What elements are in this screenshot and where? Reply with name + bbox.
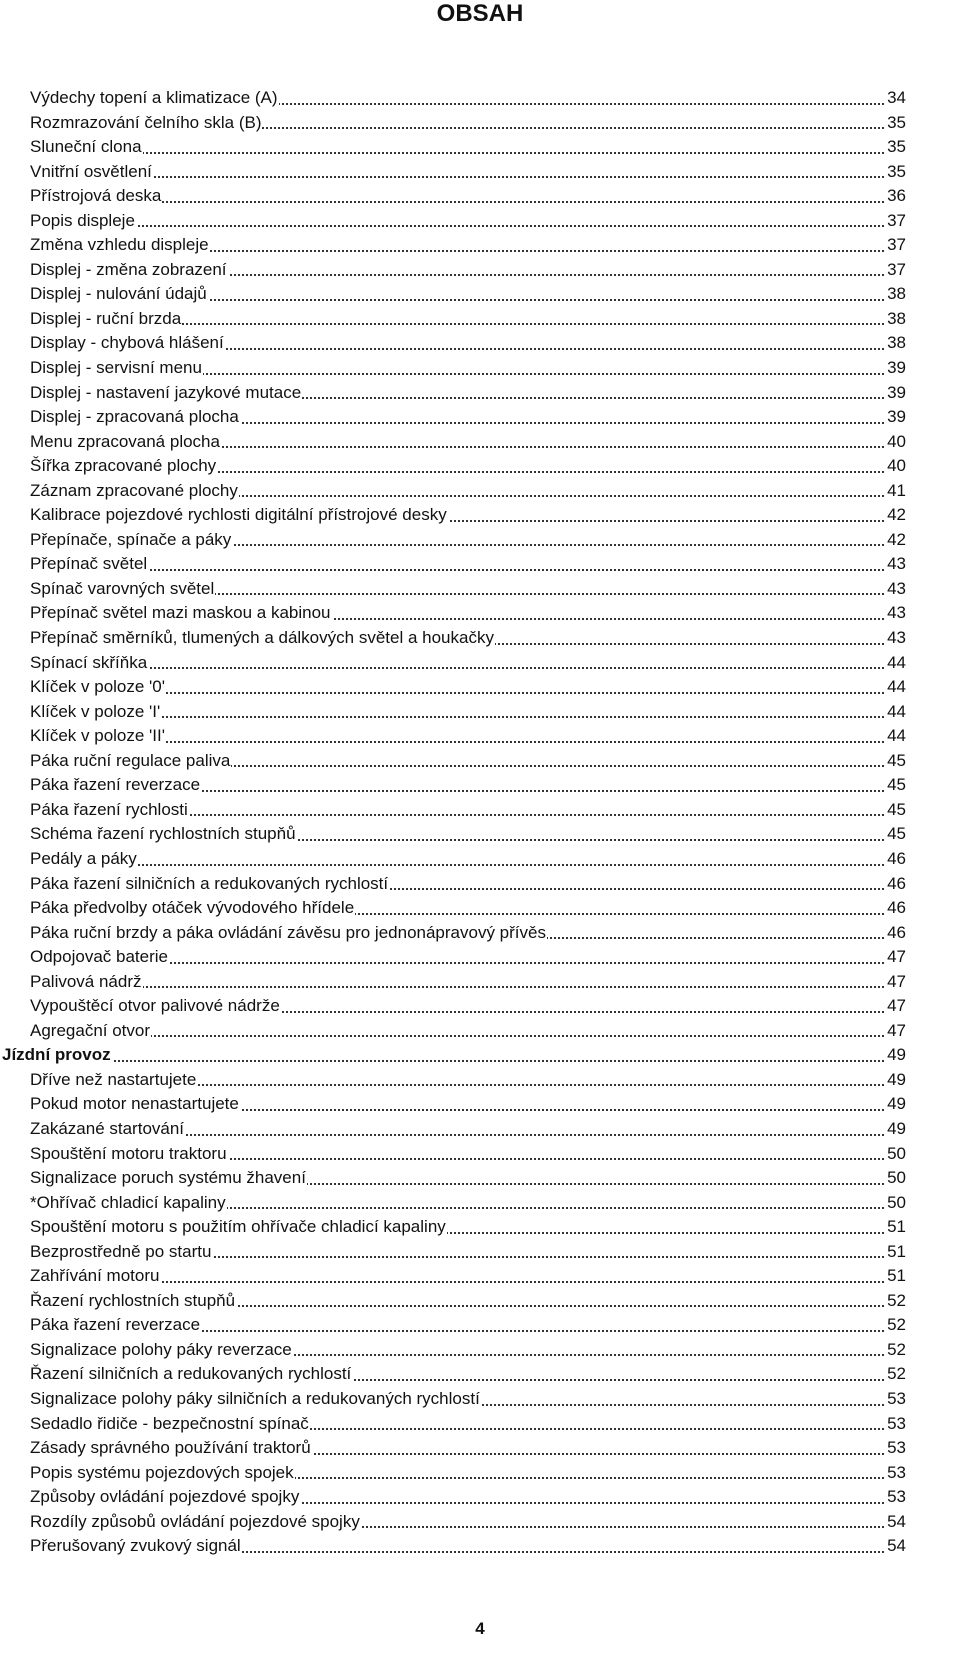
toc-entry-label: Zakázané startování xyxy=(30,1117,185,1142)
toc-entry-page: 45 xyxy=(886,749,906,774)
toc-entry-page: 44 xyxy=(886,651,906,676)
toc-entry-page: 38 xyxy=(886,331,906,356)
toc-entry-page: 38 xyxy=(886,282,906,307)
dot-leader xyxy=(30,986,904,988)
toc-entry-label: *Ohřívač chladicí kapaliny xyxy=(30,1191,227,1216)
toc-entry[interactable] xyxy=(0,1362,960,1387)
toc-entry-page: 44 xyxy=(886,700,906,725)
toc-entry[interactable] xyxy=(0,798,960,823)
toc-entry-label: Menu zpracovaná plocha xyxy=(30,430,221,455)
toc-entry-label: Agregační otvor xyxy=(30,1019,151,1044)
toc-entry-page: 45 xyxy=(886,798,906,823)
toc-entry[interactable] xyxy=(0,209,960,234)
toc-entry[interactable] xyxy=(0,160,960,185)
toc-entry[interactable] xyxy=(0,282,960,307)
toc-entry[interactable] xyxy=(0,184,960,209)
toc-entry-label: Spínač varovných světel xyxy=(30,577,215,602)
toc-entry[interactable] xyxy=(0,528,960,553)
toc-entry-page: 53 xyxy=(886,1461,906,1486)
toc-entry-page: 37 xyxy=(886,209,906,234)
toc-entry[interactable] xyxy=(0,1142,960,1167)
toc-entry[interactable] xyxy=(0,331,960,356)
toc-entry-label: Jízdní provoz xyxy=(2,1043,112,1068)
toc-entry[interactable] xyxy=(0,601,960,626)
toc-entry-label: Přístrojová deska xyxy=(30,184,162,209)
toc-entry[interactable] xyxy=(0,381,960,406)
toc-entry-page: 46 xyxy=(886,872,906,897)
toc-entry[interactable] xyxy=(0,1117,960,1142)
toc-entry[interactable] xyxy=(0,577,960,602)
toc-entry-label: Páka ruční regulace paliva xyxy=(30,749,231,774)
toc-entry-label: Signalizace polohy páky silničních a redukovaných rychlostí xyxy=(30,1387,481,1412)
toc-entry[interactable] xyxy=(0,626,960,651)
toc-entry-page: 39 xyxy=(886,405,906,430)
toc-entry[interactable] xyxy=(0,1092,960,1117)
toc-entry-page: 49 xyxy=(886,1043,906,1068)
toc-entry-page: 46 xyxy=(886,921,906,946)
toc-entry-label: Řazení rychlostních stupňů xyxy=(30,1289,236,1314)
toc-entry-label: Klíček v poloze 'II' xyxy=(30,724,166,749)
toc-entry-page: 52 xyxy=(886,1313,906,1338)
toc-entry[interactable] xyxy=(0,1240,960,1265)
table-of-contents xyxy=(0,86,960,1559)
toc-entry-label: Kalibrace pojezdové rychlosti digitální přístrojové desky xyxy=(30,503,448,528)
toc-entry-label: Změna vzhledu displeje xyxy=(30,233,210,258)
toc-entry[interactable] xyxy=(0,1510,960,1535)
toc-entry-page: 45 xyxy=(886,822,906,847)
toc-entry[interactable] xyxy=(0,1019,960,1044)
toc-entry-page: 52 xyxy=(886,1362,906,1387)
toc-entry-page: 49 xyxy=(886,1068,906,1093)
toc-entry-page: 53 xyxy=(886,1485,906,1510)
toc-entry-label: Displej - nastavení jazykové mutace xyxy=(30,381,302,406)
dot-leader xyxy=(2,1060,904,1062)
toc-entry[interactable] xyxy=(0,405,960,430)
toc-entry-label: Signalizace poruch systému žhavení xyxy=(30,1166,307,1191)
page-title: OBSAH xyxy=(436,0,524,27)
toc-entry-label: Rozmrazování čelního skla (B) xyxy=(30,111,262,136)
toc-entry-page: 38 xyxy=(886,307,906,332)
toc-entry[interactable] xyxy=(0,356,960,381)
toc-entry-page: 53 xyxy=(886,1412,906,1437)
toc-entry-page: 51 xyxy=(886,1264,906,1289)
toc-entry[interactable] xyxy=(0,111,960,136)
toc-entry[interactable] xyxy=(0,896,960,921)
toc-entry-page: 51 xyxy=(886,1240,906,1265)
dot-leader xyxy=(30,1035,904,1037)
toc-entry-label: Popis systému pojezdových spojek xyxy=(30,1461,295,1486)
toc-entry[interactable] xyxy=(0,1461,960,1486)
toc-entry-label: Dříve než nastartujete xyxy=(30,1068,197,1093)
toc-entry-page: 36 xyxy=(886,184,906,209)
toc-entry[interactable] xyxy=(0,258,960,283)
toc-entry-page: 43 xyxy=(886,626,906,651)
toc-entry-page: 49 xyxy=(886,1117,906,1142)
toc-entry-label: Přepínače, spínače a páky xyxy=(30,528,232,553)
toc-entry-page: 50 xyxy=(886,1166,906,1191)
toc-entry[interactable] xyxy=(0,1215,960,1240)
toc-entry-label: Spouštění motoru s použitím ohřívače chladicí kapaliny xyxy=(30,1215,447,1240)
toc-entry-label: Spouštění motoru traktoru xyxy=(30,1142,228,1167)
toc-entry[interactable] xyxy=(0,430,960,455)
toc-entry-label: Spínací skříňka xyxy=(30,651,148,676)
toc-entry[interactable] xyxy=(0,1191,960,1216)
toc-entry-label: Sedadlo řidiče - bezpečnostní spínač xyxy=(30,1412,310,1437)
toc-entry-page: 42 xyxy=(886,528,906,553)
toc-entry-label: Sluneční clona xyxy=(30,135,143,160)
toc-entry-page: 35 xyxy=(886,160,906,185)
toc-entry-label: Zahřívání motoru xyxy=(30,1264,160,1289)
toc-entry-page: 39 xyxy=(886,356,906,381)
toc-entry-page: 43 xyxy=(886,552,906,577)
toc-entry[interactable] xyxy=(0,749,960,774)
toc-entry[interactable] xyxy=(0,700,960,725)
toc-entry[interactable] xyxy=(0,454,960,479)
toc-entry-page: 53 xyxy=(886,1387,906,1412)
toc-entry-label: Popis displeje xyxy=(30,209,136,234)
toc-entry-page: 47 xyxy=(886,1019,906,1044)
toc-section-entry[interactable] xyxy=(0,1043,960,1068)
toc-entry[interactable] xyxy=(0,307,960,332)
toc-entry[interactable] xyxy=(0,921,960,946)
toc-entry-page: 41 xyxy=(886,479,906,504)
toc-entry-page: 47 xyxy=(886,970,906,995)
toc-entry-label: Displej - servisní menu xyxy=(30,356,203,381)
toc-entry-label: Páka řazení reverzace xyxy=(30,1313,201,1338)
toc-entry-page: 43 xyxy=(886,577,906,602)
toc-entry[interactable] xyxy=(0,1338,960,1363)
toc-entry-page: 51 xyxy=(886,1215,906,1240)
toc-entry-label: Odpojovač baterie xyxy=(30,945,169,970)
toc-entry-label: Display - chybová hlášení xyxy=(30,331,225,356)
toc-entry[interactable] xyxy=(0,86,960,111)
toc-entry-label: Schéma řazení rychlostních stupňů xyxy=(30,822,297,847)
toc-entry[interactable] xyxy=(0,1068,960,1093)
toc-entry-label: Bezprostředně po startu xyxy=(30,1240,212,1265)
toc-entry-label: Displej - ruční brzda xyxy=(30,307,182,332)
toc-entry-page: 40 xyxy=(886,454,906,479)
toc-entry-label: Přepínač směrníků, tlumených a dálkových světel a houkačky xyxy=(30,626,495,651)
dot-leader xyxy=(30,667,904,669)
toc-entry-label: Displej - změna zobrazení xyxy=(30,258,228,283)
toc-entry-page: 54 xyxy=(886,1534,906,1559)
toc-entry-label: Přepínač světel xyxy=(30,552,148,577)
toc-entry-page: 45 xyxy=(886,773,906,798)
toc-entry-page: 46 xyxy=(886,896,906,921)
toc-entry-label: Páka řazení rychlosti xyxy=(30,798,189,823)
toc-entry[interactable] xyxy=(0,970,960,995)
toc-entry-page: 50 xyxy=(886,1142,906,1167)
dot-leader xyxy=(30,152,904,154)
dot-leader xyxy=(30,225,904,227)
toc-entry[interactable] xyxy=(0,552,960,577)
toc-entry[interactable] xyxy=(0,994,960,1019)
toc-entry-page: 52 xyxy=(886,1289,906,1314)
toc-entry-page: 47 xyxy=(886,994,906,1019)
toc-entry-label: Přepínač světel mazi maskou a kabinou xyxy=(30,601,332,626)
toc-entry-label: Palivová nádrž xyxy=(30,970,143,995)
toc-entry-page: 42 xyxy=(886,503,906,528)
dot-leader xyxy=(30,864,904,866)
dot-leader xyxy=(30,1281,904,1283)
toc-entry[interactable] xyxy=(0,945,960,970)
toc-entry-page: 46 xyxy=(886,847,906,872)
toc-entry-page: 37 xyxy=(886,258,906,283)
toc-entry-label: Pokud motor nenastartujete xyxy=(30,1092,240,1117)
toc-entry-page: 49 xyxy=(886,1092,906,1117)
toc-entry-label: Signalizace polohy páky reverzace xyxy=(30,1338,293,1363)
toc-entry-label: Zásady správného používání traktorů xyxy=(30,1436,312,1461)
toc-entry-label: Páka předvolby otáček vývodového hřídele xyxy=(30,896,355,921)
toc-entry-label: Šířka zpracované plochy xyxy=(30,454,217,479)
dot-leader xyxy=(30,176,904,178)
toc-entry-label: Přerušovaný zvukový signál xyxy=(30,1534,242,1559)
toc-entry-page: 44 xyxy=(886,675,906,700)
toc-entry-label: Páka řazení reverzace xyxy=(30,773,201,798)
toc-entry[interactable] xyxy=(0,1436,960,1461)
toc-entry-page: 53 xyxy=(886,1436,906,1461)
toc-entry-page: 50 xyxy=(886,1191,906,1216)
toc-entry-page: 54 xyxy=(886,1510,906,1535)
toc-entry[interactable] xyxy=(0,479,960,504)
toc-entry-page: 34 xyxy=(886,86,906,111)
toc-entry[interactable] xyxy=(0,822,960,847)
toc-entry-page: 37 xyxy=(886,233,906,258)
toc-entry[interactable] xyxy=(0,675,960,700)
toc-entry[interactable] xyxy=(0,1387,960,1412)
toc-entry[interactable] xyxy=(0,1166,960,1191)
toc-entry[interactable] xyxy=(0,1534,960,1559)
toc-entry-label: Výdechy topení a klimatizace (A) xyxy=(30,86,279,111)
toc-entry[interactable] xyxy=(0,724,960,749)
toc-entry[interactable] xyxy=(0,773,960,798)
toc-entry[interactable] xyxy=(0,233,960,258)
toc-entry-label: Páka řazení silničních a redukovaných rychlostí xyxy=(30,872,389,897)
toc-entry[interactable] xyxy=(0,1412,960,1437)
toc-entry[interactable] xyxy=(0,1289,960,1314)
toc-entry-label: Klíček v poloze '0' xyxy=(30,675,166,700)
toc-entry-page: 35 xyxy=(886,111,906,136)
toc-entry[interactable] xyxy=(0,1264,960,1289)
toc-entry[interactable] xyxy=(0,651,960,676)
page-number: 4 xyxy=(475,1619,485,1638)
toc-entry-label: Displej - nulování údajů xyxy=(30,282,208,307)
toc-entry-page: 35 xyxy=(886,135,906,160)
toc-entry-page: 43 xyxy=(886,601,906,626)
toc-entry[interactable] xyxy=(0,1313,960,1338)
toc-entry-label: Řazení silničních a redukovaných rychlostí xyxy=(30,1362,352,1387)
toc-entry[interactable] xyxy=(0,847,960,872)
toc-entry-page: 44 xyxy=(886,724,906,749)
toc-entry-label: Záznam zpracované plochy xyxy=(30,479,239,504)
toc-entry[interactable] xyxy=(0,135,960,160)
toc-entry-page: 40 xyxy=(886,430,906,455)
toc-entry-page: 52 xyxy=(886,1338,906,1363)
toc-entry[interactable] xyxy=(0,503,960,528)
toc-entry[interactable] xyxy=(0,1485,960,1510)
toc-entry-label: Vnitřní osvětlení xyxy=(30,160,153,185)
dot-leader xyxy=(30,569,904,571)
toc-entry[interactable] xyxy=(0,872,960,897)
toc-entry-page: 39 xyxy=(886,381,906,406)
toc-entry-label: Páka ruční brzdy a páka ovládání závěsu pro jednonápravový přívěs xyxy=(30,921,547,946)
toc-entry-label: Způsoby ovládání pojezdové spojky xyxy=(30,1485,300,1510)
toc-entry-label: Rozdíly způsobů ovládání pojezdové spojky xyxy=(30,1510,361,1535)
toc-entry-label: Pedály a páky xyxy=(30,847,138,872)
toc-entry-label: Displej - zpracovaná plocha xyxy=(30,405,240,430)
toc-entry-label: Klíček v poloze 'I' xyxy=(30,700,161,725)
toc-entry-page: 47 xyxy=(886,945,906,970)
toc-entry-label: Vypouštěcí otvor palivové nádrže xyxy=(30,994,281,1019)
